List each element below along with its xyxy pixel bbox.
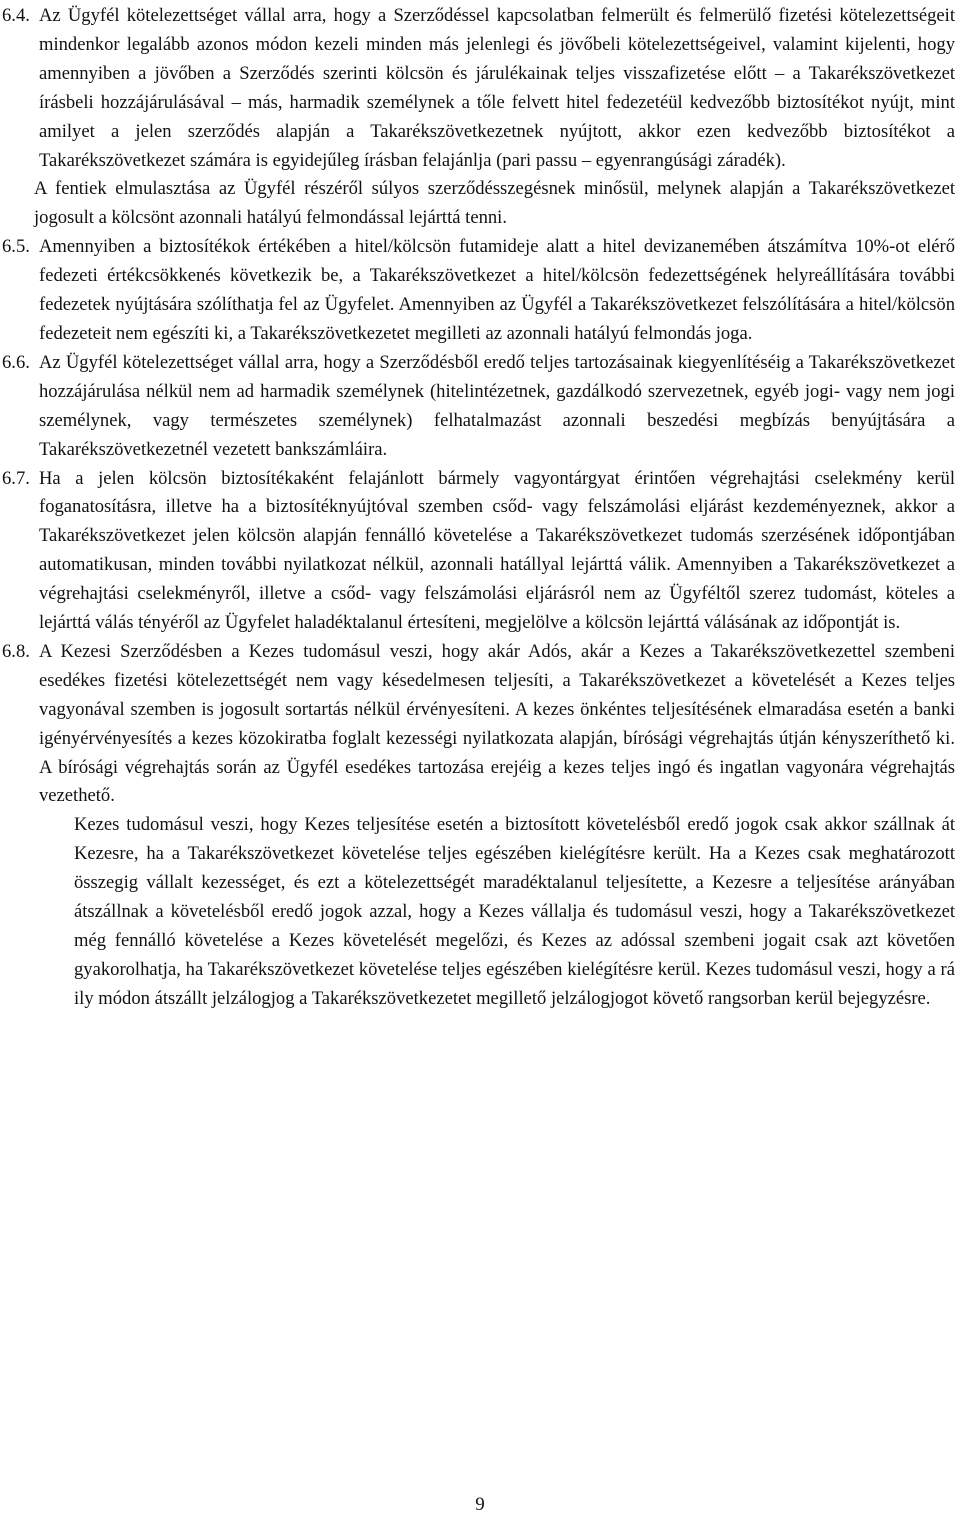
clause-body bbox=[34, 2, 955, 233]
clause-paragraph: Az Ügyfél kötelezettséget vállal arra, hogy a Szerződésből eredő teljes tartozásainak kiegyenlítéséig a Takarékszövetkezet hozzájárulása nélkül nem ad harmadik személynek (hitelintézetnek, gazdálkodó szervezetnek, egyéb jogi- vagy nem jogi személynek, vagy természetes személynek) felhatalmazást azonnali beszedési megbízás benyújtására a Takarékszövetkezetnél vezetett bankszámláira. bbox=[39, 351, 955, 460]
clause-number: 6.4. bbox=[2, 5, 30, 26]
clause-number: 6.7. bbox=[2, 467, 30, 489]
clause-paragraph: A fentiek elmulasztása az Ügyfél részéről súlyos szerződésszegésnek minősül, melynek alapján a Takarékszövetkezet jogosult a kölcsönt azonnali hatályú felmondással lejárttá tenni. bbox=[34, 178, 955, 229]
clause-paragraph: Ha a jelen kölcsön biztosítékaként felajánlott bármely vagyontárgyat érintően végrehajtási cselekmény kerül foganatosításra, illetve ha a biztosítéknyújtóval szemben csőd- vagy felszámolási eljárást kezdeményeznek, akkor a Takarékszövetkezet jelen kölcsön alapján fennálló követelése a Takarékszövetkezet tudomás szerzésének időpontjában automatikusan, minden további nyilatkozat nélkül, azonnali hatállyal lejárttá válik. Amennyiben a Takarékszövetkezet a végrehajtási cselekményről, illetve a csőd- vagy felszámolási eljárásról nem az Ügyféltől szerez tudomást, köteles a lejárttá válás tényéről az Ügyfelet haladéktalanul értesíteni, megjelölve a kölcsön lejárttá válásának az időpontját is. bbox=[39, 467, 955, 634]
page-number: 9 bbox=[475, 1494, 485, 1515]
clause-paragraph: Az Ügyfél kötelezettséget vállal arra, hogy a Szerződéssel kapcsolatban felmerült és felmerülő fizetési kötelezettségeit mindenkor legalább azonos módon kezeli minden más jelenlegi és jövőbeli kötelezettségeivel, valamint kijelenti, hogy amennyiben a jövőben a Szerződés szerinti kölcsön és járulékainak teljes visszafizetése előtt – a Takarékszövetkezet írásbeli hozzájárulásával – más, harmadik személynek a tőle felvett hitel fedezetéül kedvezőbb biztosítékot nyújt, mint amilyet a jelen szerződés alapján a Takarékszövetkezetnek nyújtott, akkor ezen kedvezőbb biztosítékot a Takarékszövetkezet számára is egyidejűleg írásban felajánlja (pari passu – egyenrangúsági záradék). bbox=[39, 5, 955, 171]
clause-body bbox=[39, 638, 955, 1014]
clause-body bbox=[39, 349, 955, 465]
clause-number: 6.5. bbox=[2, 236, 30, 258]
clause-6-7 bbox=[0, 465, 955, 638]
clause-6-5 bbox=[0, 233, 955, 349]
clause-paragraph: Amennyiben a biztosítékok értékében a hitel/kölcsön futamideje alatt a hitel devizanemében átszámítva 10%-ot elérő fedezeti értékcsökkenés következik be, a Takarékszövetkezet a hitel/kölcsön fedezettségének helyreállítására további fedezetek nyújtására szólíthatja fel az Ügyfelet. Amennyiben az Ügyfél a Takarékszövetkezet felszólítására a hitel/kölcsön fedezeteit nem egészíti ki, a Takarékszövetkezetet megilleti az azonnali hatályú felmondás joga. bbox=[39, 236, 955, 344]
clause-6-4 bbox=[0, 0, 955, 233]
clause-paragraph: A Kezesi Szerződésben a Kezes tudomásul veszi, hogy akár Adós, akár a Kezes a Takarékszövetkezettel szembeni esedékes fizetési kötelezettségét nem vagy késedelmesen teljesíti, a Takarékszövetkezet a követelését a Kezes teljes vagyonával szemben is jogosult sortartás nélkül érvényesíteni. A kezes önkéntes teljesítésének elmaradása esetén a banki igényérvényesítés a kezes közokiratba foglalt kezességi nyilatkozata alapján, bírósági végrehajtás útján kényszeríthető ki. A bírósági végrehajtás során az Ügyfél esedékes tartozása erejéig a kezes teljes ingó és ingatlan vagyonára végrehajtás vezethető. bbox=[39, 640, 955, 807]
clause-number: 6.6. bbox=[2, 351, 30, 373]
clause-6-6 bbox=[0, 349, 955, 465]
clause-body bbox=[39, 465, 955, 638]
clause-number: 6.8. bbox=[2, 640, 30, 662]
clause-body bbox=[39, 233, 955, 349]
clause-paragraph: Kezes tudomásul veszi, hogy Kezes teljesítése esetén a biztosított követelésből eredő jogok csak akkor szállnak át Kezesre, ha a Takarékszövetkezet követelése teljes egészében kielégítésre került. Ha a Kezes csak meghatározott összegig vállalt kezességet, és ezt a kötelezettségét maradéktalanul teljesítette, a Kezesre a teljesítése arányában átszállnak a követelésből eredő jogok azzal, hogy a Kezes vállalja és tudomásul veszi, hogy a Takarékszövetkezet még fennálló követelése a Kezes követelését megelőzi, és Kezes az adóssal szembeni jogait csak azt követően gyakorolhatja, ha Takarékszövetkezet követelése teljes egészében kielégítésre kerül. Kezes tudomásul veszi, hogy a rá ily módon átszállt jelzálogjog a Takarékszövetkezetet megillető jelzálogjogot követő rangsorban kerül bejegyzésre. bbox=[74, 814, 955, 1009]
clause-6-8 bbox=[0, 638, 955, 1014]
